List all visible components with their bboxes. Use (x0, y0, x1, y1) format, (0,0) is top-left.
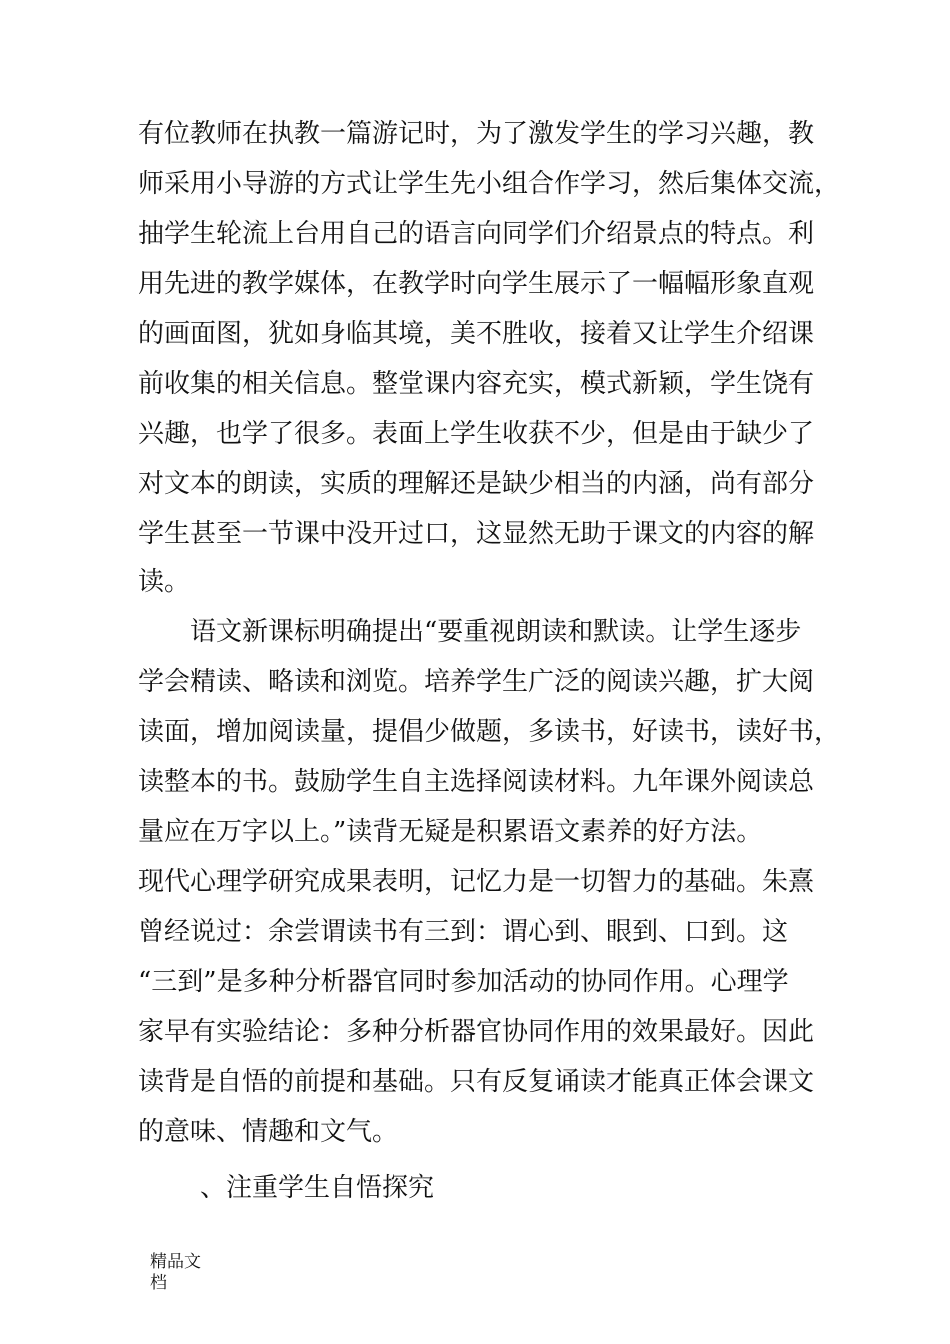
text-line: 学生甚至一节课中没开过口，这显然无助于课文的内容的解 (138, 519, 815, 549)
text-line: 现代心理学研究成果表明，记忆力是一切智力的基础。朱熹 (138, 867, 815, 897)
text-line: 语文新课标明确提出“要重视朗读和默读。让学生逐步 (190, 617, 802, 647)
section-heading: 、注重学生自悟探究 (200, 1173, 435, 1203)
text-line: 读背是自悟的前提和基础。只有反复诵读才能真正体会课文 (138, 1067, 815, 1097)
text-line: 量应在万字以上。”读背无疑是积累语文素养的好方法。 (138, 817, 763, 847)
text-line: 有位教师在执教一篇游记时，为了激发学生的学习兴趣，教 (138, 119, 815, 149)
text-line: “三到”是多种分析器官同时参加活动的协同作用。心理学 (138, 967, 789, 997)
text-line: 的画面图，犹如身临其境，美不胜收，接着又让学生介绍课 (138, 319, 815, 349)
text-line: 对文本的朗读，实质的理解还是缺少相当的内涵，尚有部分 (138, 469, 815, 499)
text-line: 兴趣，也学了很多。表面上学生收获不少，但是由于缺少了 (138, 419, 815, 449)
text-line: 抽学生轮流上台用自己的语言向同学们介绍景点的特点。利 (138, 219, 815, 249)
text-line: 的意味、情趣和文气。 (138, 1117, 399, 1147)
footer-line: 档 (150, 1273, 167, 1293)
text-line: 用先进的教学媒体，在教学时向学生展示了一幅幅形象直观 (138, 269, 815, 299)
text-line: 家早有实验结论：多种分析器官协同作用的效果最好。因此 (138, 1017, 815, 1047)
text-line: 曾经说过：余尝谓读书有三到：谓心到、眼到、口到。这 (138, 917, 789, 947)
footer-line: 精品文 (150, 1252, 201, 1272)
text-line: 读面，增加阅读量，提倡少做题，多读书，好读书，读好书， (138, 717, 841, 747)
text-line: 学会精读、略读和浏览。培养学生广泛的阅读兴趣，扩大阅 (138, 667, 815, 697)
text-line: 读。 (138, 567, 191, 597)
text-line: 读整本的书。鼓励学生自主选择阅读材料。九年课外阅读总 (138, 767, 815, 797)
text-line: 前收集的相关信息。整堂课内容充实，模式新颖，学生饶有 (138, 369, 815, 399)
text-line: 师采用小导游的方式让学生先小组合作学习，然后集体交流， (138, 169, 841, 199)
